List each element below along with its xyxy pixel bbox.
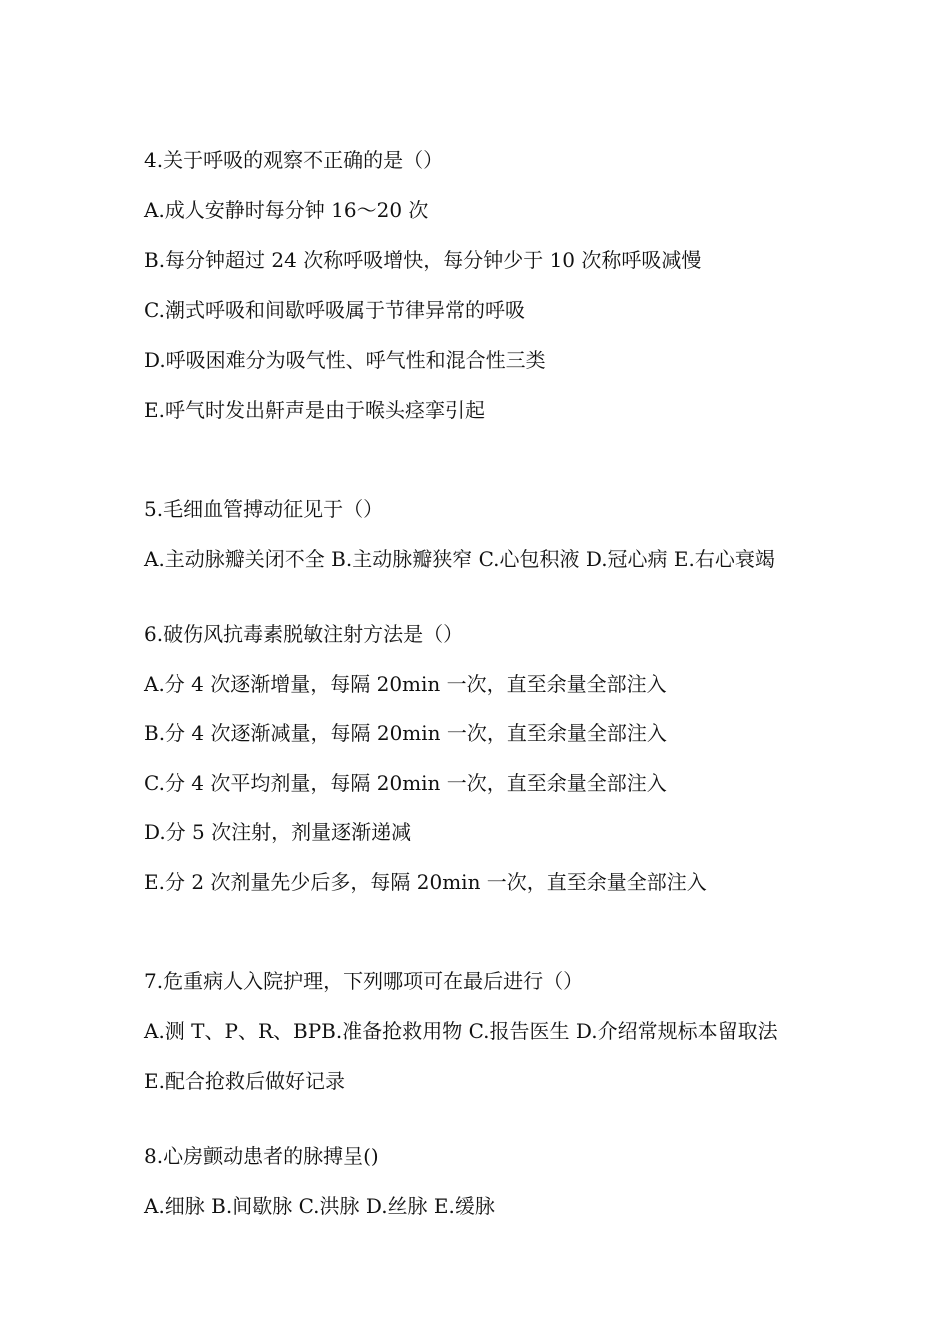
question-4-stem: 4.关于呼吸的观察不正确的是（） [144,148,444,172]
question-6-option-d: D.分 5 次注射，剂量逐渐递减 [144,820,412,844]
question-6-option-b: B.分 4 次逐渐减量，每隔 20min 一次，直至余量全部注入 [144,721,667,745]
question-6-option-e: E.分 2 次剂量先少后多，每隔 20min 一次，直至余量全部注入 [144,870,707,894]
question-4-option-a: A.成人安静时每分钟 16～20 次 [144,198,429,222]
question-7-options-line-1: A.测 T、P、R、BPB.准备抢救用物 C.报告医生 D.介绍常规标本留取法 [144,1019,778,1043]
question-8-options: A.细脉 B.间歇脉 C.洪脉 D.丝脉 E.缓脉 [144,1194,495,1218]
question-7-options-line-2: E.配合抢救后做好记录 [144,1069,345,1093]
question-5-options: A.主动脉瓣关闭不全 B.主动脉瓣狭窄 C.心包积液 D.冠心病 E.右心衰竭 [144,547,775,571]
question-4-option-b: B.每分钟超过 24 次称呼吸增快，每分钟少于 10 次称呼吸减慢 [144,248,702,272]
question-6-stem: 6.破伤风抗毒素脱敏注射方法是（） [144,622,464,646]
question-4-option-d: D.呼吸困难分为吸气性、呼气性和混合性三类 [144,348,546,372]
question-8-stem: 8.心房颤动患者的脉搏呈() [144,1144,379,1168]
question-6-option-a: A.分 4 次逐渐增量，每隔 20min 一次，直至余量全部注入 [144,672,667,696]
question-6-option-c: C.分 4 次平均剂量，每隔 20min 一次，直至余量全部注入 [144,771,667,795]
question-4-option-c: C.潮式呼吸和间歇呼吸属于节律异常的呼吸 [144,298,525,322]
question-5-stem: 5.毛细血管搏动征见于（） [144,497,384,521]
question-4-option-e: E.呼气时发出鼾声是由于喉头痉挛引起 [144,398,485,422]
question-7-stem: 7.危重病人入院护理，下列哪项可在最后进行（） [144,969,584,993]
